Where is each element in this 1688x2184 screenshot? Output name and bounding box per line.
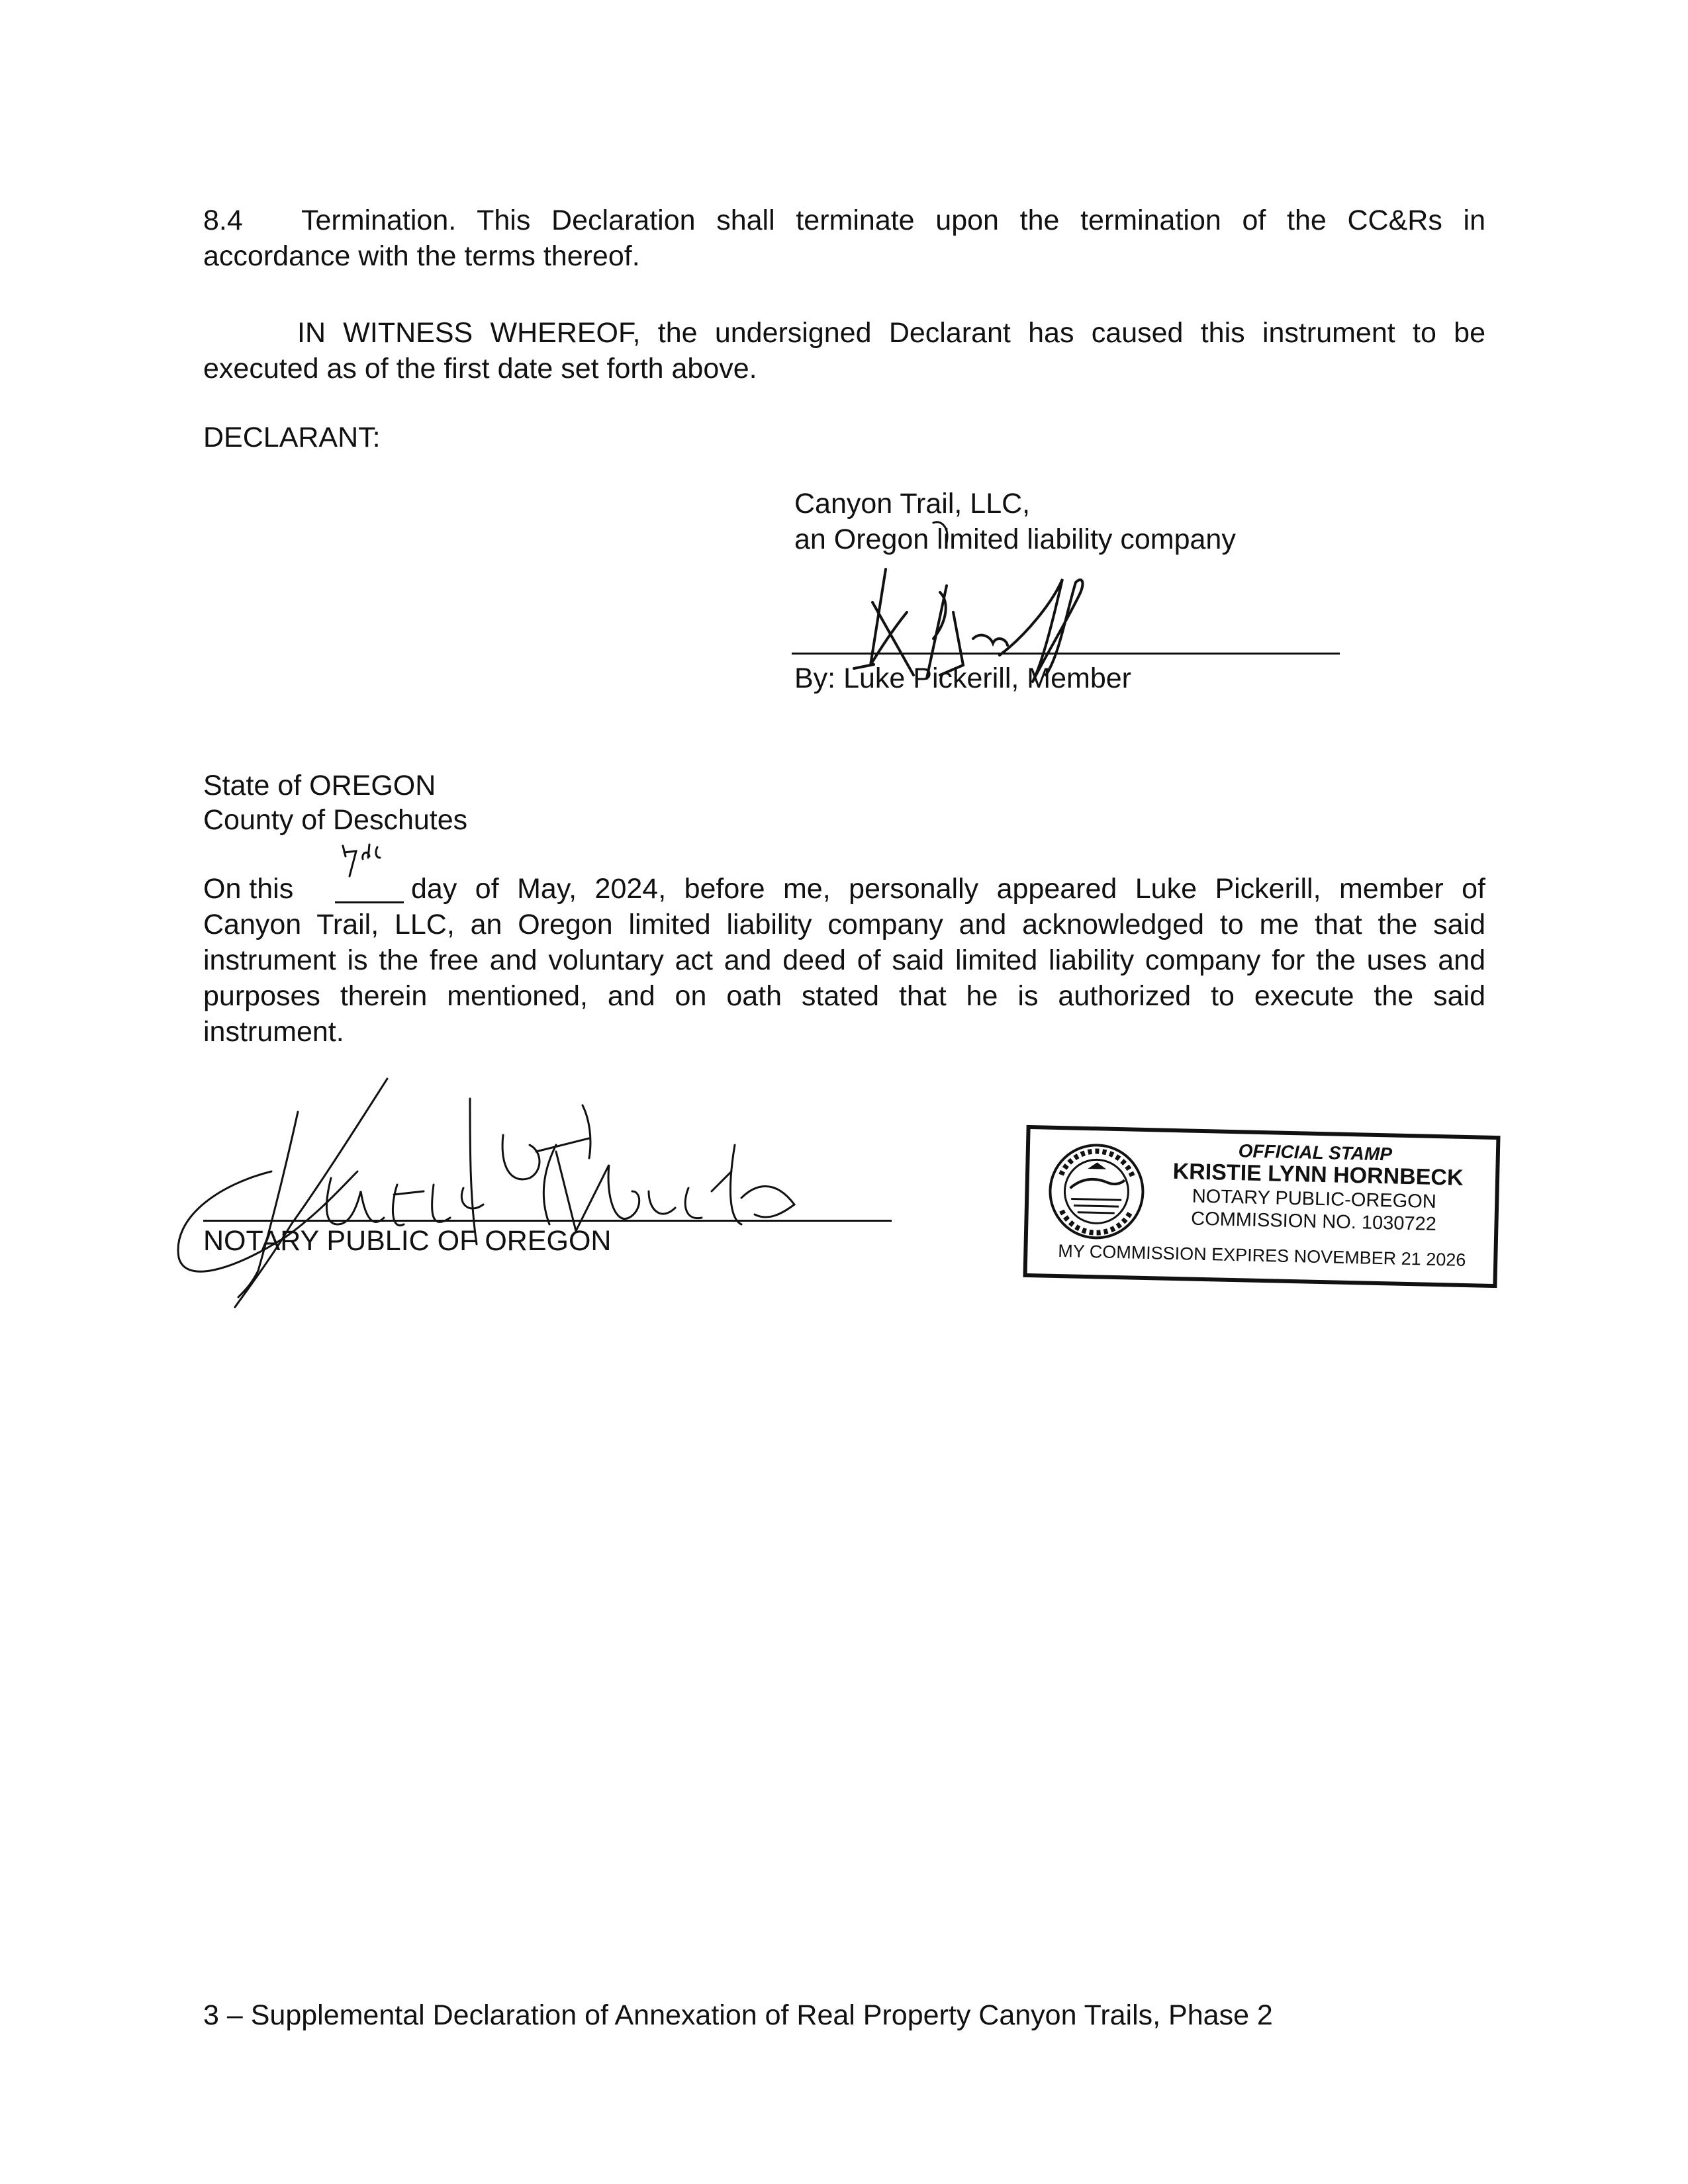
termination-line-1: Termination. This Declaration shall terminate upon the termination of the CC&Rs in [301,205,1485,236]
notary-signature [159,1072,887,1310]
stamp-commission-number: COMMISSION NO. 1030722 [1190,1208,1437,1235]
page-footer: 3 – Supplemental Declaration of Annexation of Real Property Canyon Trails, Phase 2 [203,1999,1273,2031]
company-name: Canyon Trail, LLC, [794,488,1031,520]
ack-line-4: purposes therein mentioned, and on oath stated that he is authorized to execute the said [203,980,1485,1012]
ack-line-2: Canyon Trail, LLC, an Oregon limited liability company and acknowledged to me that the said [203,909,1485,940]
signer-by-line: By: Luke Pickerill, Member [794,662,1131,694]
witness-paragraph [203,315,1485,387]
notary-stamp [1023,1125,1500,1288]
termination-line-2: accordance with the terms thereof. [203,240,640,272]
ack-line-3: instrument is the free and voluntary act and deed of said limited liability company for the uses and [203,944,1485,976]
stamp-notary-state: NOTARY PUBLIC-OREGON [1192,1185,1437,1212]
notary-label: NOTARY PUBLIC OF OREGON [203,1225,612,1257]
ack-line-1: day of May, 2024, before me, personally appeared Luke Pickerill, member of [411,873,1485,905]
ack-prefix: On this [203,873,294,905]
stamp-title: OFFICIAL STAMP [1238,1140,1393,1165]
state-seal-icon [1047,1142,1147,1242]
ack-line-5: instrument. [203,1016,344,1048]
stamp-notary-name: KRISTIE LYNN HORNBECK [1172,1158,1464,1191]
witness-line-2: executed as of the first date set forth above. [203,353,757,385]
termination-paragraph [203,203,1485,274]
ack-paragraph [203,871,1485,1050]
company-type: an Oregon limited liability company [794,523,1236,555]
declarant-signature-line [792,653,1340,655]
declarant-label: DECLARANT: [203,422,381,453]
notary-signature-line [203,1220,892,1222]
venue-county: County of Deschutes [203,804,468,836]
witness-line-1: IN WITNESS WHEREOF, the undersigned Declarant has caused this instrument to be [297,317,1485,349]
stamp-expiration: MY COMMISSION EXPIRES NOVEMBER 21 2026 [1057,1241,1466,1271]
venue-state: State of OREGON [203,770,436,801]
section-number: 8.4 [203,205,243,236]
